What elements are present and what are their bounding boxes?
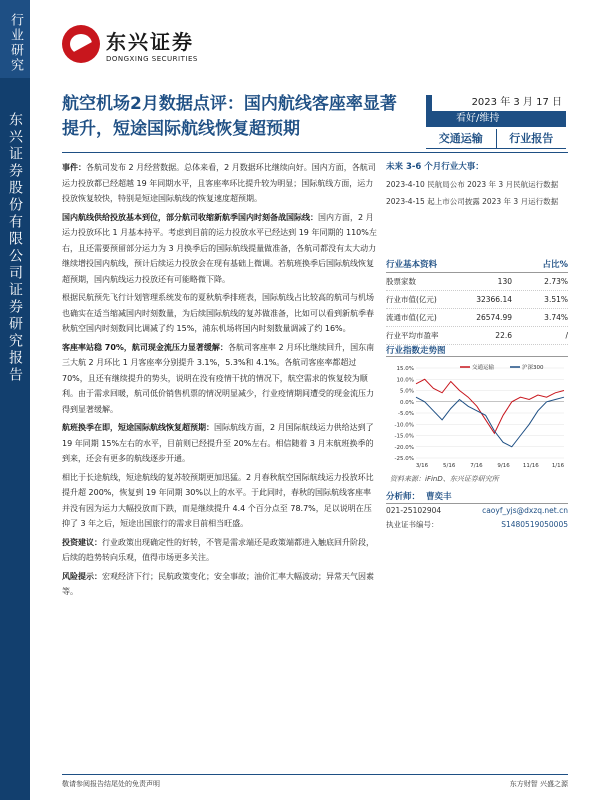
logo-cn: 东兴证券	[106, 29, 194, 54]
chart-source: 资料来源：iFinD、东兴证券研究所	[390, 475, 499, 483]
event-item-1: 2023-4-10 民航局公布 2023 年 3 月民航运行数据	[386, 180, 559, 189]
x-tick-label: 3/16	[415, 463, 429, 469]
analyst-cert-label: 执业证书编号：	[386, 520, 439, 529]
x-tick-label: 11/16	[522, 463, 539, 469]
footer-disclaimer: 敬请参阅报告结尾处的免责声明	[62, 780, 160, 788]
trend-chart-head: 行业指数走势图	[386, 344, 568, 357]
main-body	[62, 160, 378, 603]
paragraph-international: 航班换季在即，短途国际航线恢复超预期：国际航线方面，2 月国际航线运力供给达到了 19 年同期 15%左右的水平，目前则已经提升至 20%左右。相信随着 3 月末航班换季的到来，还会有更多的航线逐步开通。	[62, 423, 374, 463]
logo-mark-icon	[62, 25, 100, 63]
analyst-name: 曹奕丰	[426, 491, 452, 502]
report-type-label: 行业研究	[0, 0, 30, 78]
index-trend-chart	[386, 362, 568, 478]
report-date: 2023 年 3 月 17 日	[426, 95, 566, 111]
y-tick-label: 5.0%	[400, 388, 414, 395]
x-tick-label: 7/16	[470, 463, 483, 469]
report-title: 航空机场2月数据点评：国内航线客座率显著提升，短途国际航线恢复超预期	[62, 94, 397, 139]
x-tick-label: 5/16	[443, 463, 456, 469]
industry-head-right: 占比%	[542, 260, 568, 270]
y-tick-label: -15.0%	[394, 433, 414, 440]
paragraph-load-factor: 客座率站稳 70%，航司现金流压力显著缓解：各航司客座率 2 月环比继续回升，国东南三大航 2 月环比 1 月客座率分别提升 3.1%，5.3%和 4.1%。各航司客座率都超过 70%，且还有继续提升的势头，说明在没有疫情干扰的情况下，航空需求的恢复较为顺利。由于需求回暖，航司低价销售机票的情况明显减少，行业疫情期间遭受的现金流压力得到显著缓解。	[62, 342, 375, 414]
y-tick-label: -20.0%	[394, 444, 414, 451]
x-tick-label: 1/16	[551, 463, 565, 469]
paragraph-schedule: 根据民航预先飞行计划管理系统发布的夏秋航季排班表，国际航线占比较高的航司与机场也确实在适当缩减国内时刻数量，为后续国际航线的复苏做准备，比如可以看到新航季春秋航空国内时刻数同比调减了约 15%，浦东机场将国内时刻数量调减了约 16%。	[62, 293, 374, 333]
event-item-2: 2023-4-15 起上市公司披露 2023 年 3 月运行数据	[386, 197, 559, 206]
series-line-hs300	[416, 397, 564, 447]
legend-label: 沪深300	[522, 365, 544, 371]
analyst-label: 分析师：	[386, 491, 421, 502]
industry-tag: 交通运输	[426, 129, 497, 149]
report-type-tag: 行业报告	[497, 129, 567, 149]
meta-box	[426, 95, 566, 149]
rating-badge: 看好/维持	[426, 111, 566, 127]
analyst-info	[386, 488, 568, 532]
paragraph-domestic: 国内航线供给投放基本到位，部分航司收缩新航季国内时刻备战国际线：国内方面，2 月运力投放环比 1 月基本持平。考虑到目前的运力投放水平已经达到 19 年同期的 110%左右，且还需要预留部分运力为 3 月换季后的国际航线提量做准备，各航司都没有太大动力继续增投国内航线，预计后续运力投放会在现有基础上微调。若航班换季后国际航线恢复超预期，国内航线运力投放还有可能略微下降。	[62, 212, 377, 284]
paragraph-event: 事件：各航司发布 2 月经营数据。总体来看，2 月数据环比继续向好。国内方面，各航司运力投放都已经超越 19 年同期水平，且客座率环比提升较为明显；国际航线方面，运力投放恢复较快，特别是短途国际航线的恢复速度超预期。	[62, 163, 376, 203]
company-logo	[62, 24, 198, 64]
x-tick-label: 9/16	[497, 463, 510, 469]
title-divider	[62, 152, 568, 153]
org-label: 东兴证券股份有限公司证券研究报告	[7, 112, 23, 384]
table-row: 行业市值(亿元) 32366.14 3.51%	[386, 291, 568, 309]
logo-en: DONGXING SECURITIES	[106, 54, 198, 63]
footer-divider	[62, 774, 568, 775]
paragraph-investment: 投资建议：行业政策出现确定性的好转，不管是需求端还是政策端都进入触底回升阶段，后续的趋势转向乐观，值得市场更多关注。	[62, 537, 374, 562]
table-row: 流通市值(亿元) 26574.99 3.74%	[386, 309, 568, 327]
sidebar	[0, 0, 30, 800]
y-tick-label: -10.0%	[394, 422, 414, 429]
upcoming-events-head: 未来 3-6 个月行业大事：	[386, 162, 484, 172]
analyst-cert: S1480519050005	[501, 520, 568, 529]
legend-label: 交通运输	[472, 365, 495, 371]
table-row: 股票家数 130 2.73%	[386, 273, 568, 291]
y-tick-label: -25.0%	[394, 456, 414, 462]
analyst-email[interactable]: caoyf_yjs@dxzq.net.cn	[482, 506, 568, 515]
upcoming-events	[386, 160, 568, 212]
y-tick-label: -5.0%	[398, 411, 414, 417]
y-tick-label: 10.0%	[396, 377, 414, 384]
paragraph-short-haul: 相比于长途航线，短途航线的复苏较预期更加迅猛。2 月春秋航空国际航线运力投放环比提升超 200%，恢复到 19 年同期 30%以上的水平。于此同时，春秋的国际航线客座率并没有因为运力大幅投放而下跌，而是继续提升 4.4 个百分点至 78.7%，足以说明在压抑了 3 年之后，短途出国旅行的需求目前相当旺盛。	[62, 472, 374, 528]
industry-data-table	[386, 258, 568, 345]
table-row: 行业平均市盈率 22.6 /	[386, 327, 568, 345]
analyst-phone: 021-25102904	[386, 506, 442, 515]
footer-slogan: 东方财智 兴盛之源	[509, 780, 568, 788]
y-tick-label: 15.0%	[396, 366, 414, 372]
y-tick-label: 0.0%	[400, 399, 414, 406]
industry-head-left: 行业基本资料	[386, 260, 438, 270]
paragraph-risk: 风险提示：宏观经济下行；民航政策变化；安全事故；油价汇率大幅波动；异常天气因素等。	[62, 571, 374, 596]
